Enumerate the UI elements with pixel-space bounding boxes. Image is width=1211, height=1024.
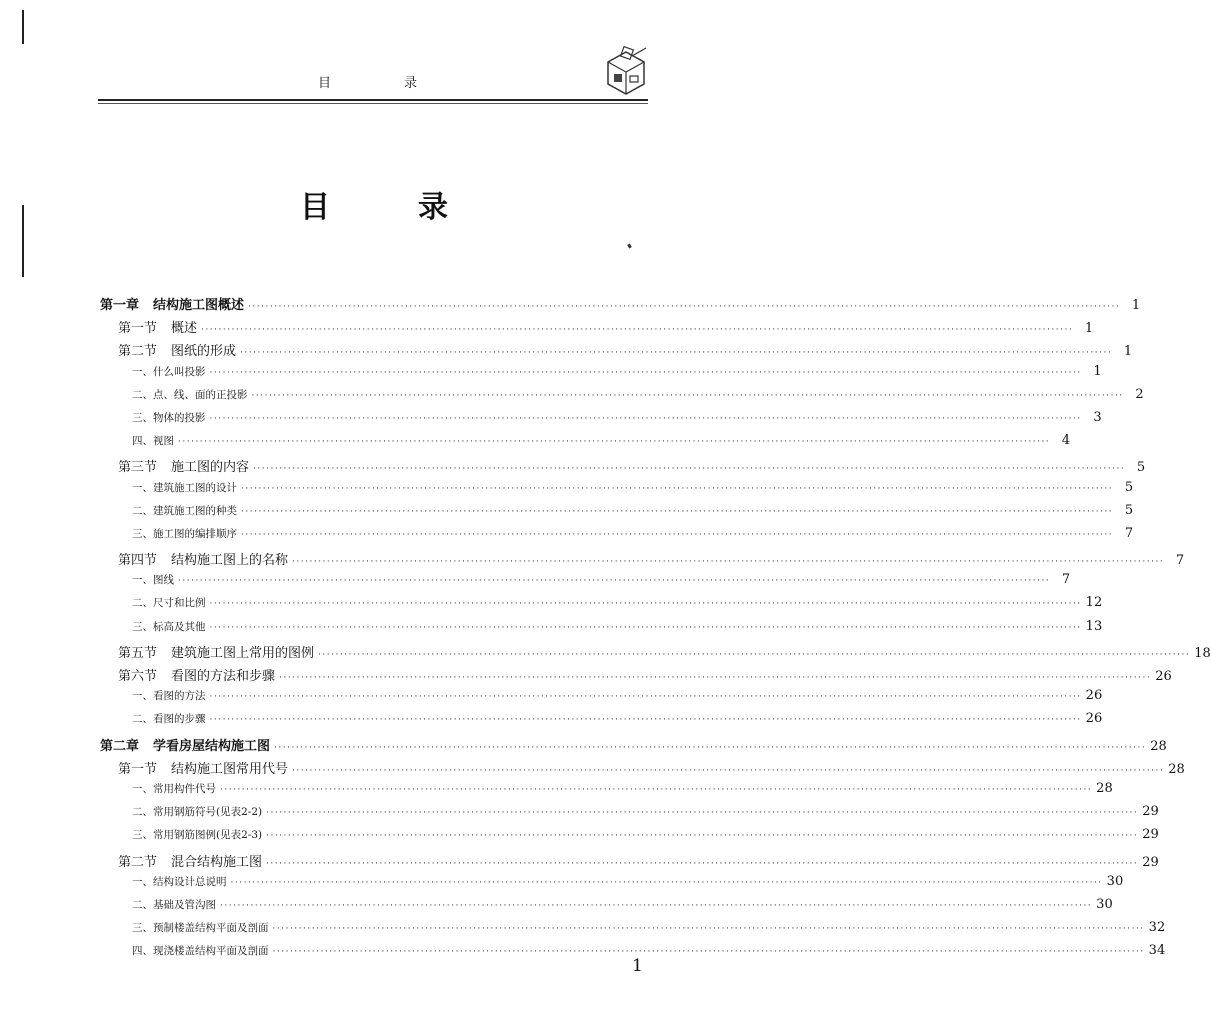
toc-entry: [100, 317, 1094, 340]
toc-entry-title: 一、看图的方法: [132, 690, 206, 703]
toc-dot-leader: ········································································································································································································: [178, 437, 1051, 448]
toc-entry-title: 二、建筑施工图的种类: [132, 504, 237, 517]
toc-entry: [100, 851, 1159, 874]
toc-entry: [100, 688, 1103, 711]
toc-entry-title: 三、施工图的编排顺序: [132, 527, 237, 540]
toc-dot-leader: ········································································································································································································: [220, 784, 1093, 795]
toc-entry: [100, 294, 1141, 317]
toc-entry: [100, 943, 1166, 966]
toc-dot-leader: ········································································································································································································: [241, 483, 1114, 494]
toc-entry-label: [132, 920, 269, 935]
toc-entry-page: 26: [1085, 711, 1103, 727]
toc-dot-leader: ········································································································································································································: [209, 692, 1082, 703]
toc-dot-leader: ········································································································································································································: [266, 808, 1139, 819]
toc-entry-title: 三、标高及其他: [132, 620, 206, 633]
toc-entry-page: 30: [1106, 873, 1124, 889]
toc-dot-leader: ········································································································································································································: [209, 622, 1082, 633]
toc-entry-title: 二、基础及管沟图: [132, 898, 216, 911]
toc-entry-page: 29: [1142, 827, 1159, 843]
toc-entry-label: [118, 758, 288, 777]
toc-entry-label: [132, 526, 237, 541]
toc-entry: [100, 642, 1211, 665]
toc-entry-label: [132, 781, 216, 796]
toc-entry-label: [118, 851, 262, 870]
table-of-contents: [100, 294, 1211, 966]
toc-entry: [100, 456, 1146, 479]
toc-entry: [100, 873, 1124, 897]
toc-entry-page: 34: [1148, 943, 1166, 959]
toc-entry-number: 第二章: [100, 738, 140, 754]
toc-entry-title: 三、预制楼盖结构平面及剖面: [132, 922, 269, 935]
toc-entry: [100, 711, 1103, 734]
page-title-char-1: 目: [300, 190, 330, 225]
toc-dot-leader: ········································································································································································································: [240, 348, 1113, 359]
toc-entry: [100, 502, 1134, 526]
toc-entry-title: 建筑施工图上常用的图例: [171, 645, 315, 661]
toc-entry-page: 1: [1093, 363, 1102, 379]
toc-entry-label: [100, 294, 244, 313]
toc-entry-page: 1: [1131, 298, 1141, 313]
toc-entry-label: [132, 410, 206, 425]
toc-entry-page: 1: [1123, 344, 1133, 360]
toc-entry-page: 29: [1142, 854, 1159, 870]
toc-entry-label: [132, 943, 269, 958]
toc-entry-page: 28: [1096, 780, 1113, 796]
toc-dot-leader: ········································································································································································································: [178, 576, 1051, 587]
toc-entry-label: [118, 665, 275, 684]
toc-entry-number: 第二节: [118, 854, 158, 870]
toc-entry: [100, 804, 1159, 827]
toc-entry-label: [132, 688, 206, 703]
toc-entry-page: 13: [1085, 618, 1103, 634]
toc-entry: [100, 525, 1134, 549]
toc-entry-label: [132, 897, 216, 912]
toc-dot-leader: ········································································································································································································: [253, 464, 1126, 475]
toc-entry: [100, 433, 1071, 456]
toc-entry-page: 5: [1124, 479, 1134, 495]
toc-dot-leader: ········································································································································································································: [272, 947, 1145, 958]
toc-entry: [100, 409, 1102, 433]
toc-entry-label: [118, 317, 197, 336]
toc-dot-leader: ········································································································································································································: [266, 831, 1139, 842]
toc-entry: [100, 363, 1102, 387]
toc-entry-label: [100, 735, 270, 754]
toc-entry-page: 2: [1135, 386, 1144, 402]
toc-entry-number: 第五节: [118, 645, 158, 661]
toc-entry-label: [132, 364, 206, 379]
toc-dot-leader: ········································································································································································································: [272, 924, 1145, 935]
toc-entry-label: [132, 804, 262, 819]
toc-entry-number: 第一节: [118, 321, 158, 337]
toc-entry-number: 第六节: [118, 669, 158, 684]
toc-dot-leader: ········································································································································································································: [266, 858, 1139, 869]
toc-entry: [100, 758, 1185, 781]
toc-dot-leader: ········································································································································································································: [209, 367, 1082, 378]
toc-dot-leader: ········································································································································································································: [241, 506, 1114, 517]
toc-entry-label: [118, 549, 288, 568]
header-rule-thin: [98, 103, 648, 104]
page-title-char-2: 录: [418, 190, 448, 225]
toc-entry-title: 一、常用构件代号: [132, 782, 216, 795]
toc-entry-title: 三、物体的投影: [132, 411, 206, 424]
toc-entry-title: 二、常用钢筋符号(见表2-2): [132, 806, 263, 819]
toc-entry-label: [132, 480, 237, 495]
toc-entry-title: 看图的方法和步骤: [171, 669, 276, 684]
toc-entry-label: [132, 503, 237, 518]
toc-entry-title: 混合结构施工图: [171, 854, 263, 870]
toc-dot-leader: ········································································································································································································: [248, 302, 1121, 312]
toc-entry-number: 第四节: [118, 553, 158, 569]
publisher-logo-icon: [602, 44, 650, 96]
toc-entry: [100, 920, 1166, 943]
toc-entry-page: 5: [1136, 460, 1146, 476]
page-number: 1: [632, 956, 643, 976]
toc-entry-title: 结构施工图上的名称: [171, 553, 289, 569]
toc-entry-page: 32: [1148, 920, 1166, 936]
toc-entry-title: 概述: [171, 321, 198, 337]
toc-entry: [100, 340, 1133, 363]
toc-entry-label: [132, 572, 174, 587]
toc-entry-title: 一、图线: [132, 574, 174, 587]
toc-entry: [100, 896, 1113, 920]
toc-entry-label: [132, 619, 206, 634]
toc-entry-label: [132, 387, 248, 402]
scan-speck: [627, 244, 632, 249]
toc-entry-title: 施工图的内容: [171, 460, 250, 476]
toc-entry-page: 5: [1124, 502, 1134, 518]
toc-entry-number: 第一章: [100, 298, 140, 313]
toc-entry-title: 四、视图: [132, 435, 174, 448]
header-rule: [98, 99, 648, 101]
toc-entry-title: 结构施工图常用代号: [171, 761, 289, 777]
scan-edge-mark-top: [22, 10, 24, 44]
toc-entry-title: 二、看图的步骤: [132, 713, 206, 726]
toc-entry-title: 结构施工图概述: [153, 298, 245, 313]
toc-entry-label: [132, 433, 174, 448]
toc-entry: [100, 595, 1103, 618]
toc-entry-title: 二、点、线、面的正投影: [132, 388, 248, 401]
toc-entry: [100, 780, 1113, 804]
toc-entry-page: 28: [1168, 761, 1185, 777]
running-header: [318, 72, 418, 91]
toc-entry-page: 7: [1061, 572, 1071, 588]
toc-entry-page: 7: [1175, 553, 1185, 569]
toc-entry-title: 三、常用钢筋图例(见表2-3): [132, 829, 263, 842]
toc-entry-label: [118, 456, 249, 475]
toc-dot-leader: ········································································································································································································: [292, 557, 1165, 568]
toc-dot-leader: ········································································································································································································: [209, 413, 1082, 424]
toc-entry-page: 12: [1085, 595, 1103, 611]
toc-dot-leader: ········································································································································································································: [220, 900, 1093, 911]
toc-entry: [100, 479, 1134, 503]
page-title: [300, 182, 448, 226]
toc-dot-leader: ········································································································································································································: [274, 742, 1147, 753]
toc-dot-leader: ········································································································································································································: [209, 599, 1082, 610]
toc-entry-page: 28: [1150, 738, 1167, 754]
toc-entry-number: 第三节: [118, 460, 158, 476]
toc-entry-label: [132, 711, 206, 726]
running-header-char-1: 目: [318, 76, 333, 91]
toc-entry-page: 4: [1061, 433, 1071, 449]
toc-entry-title: 图纸的形成: [171, 344, 237, 360]
toc-entry-page: 7: [1124, 525, 1134, 541]
toc-entry: [100, 618, 1103, 642]
toc-entry-title: 二、尺寸和比例: [132, 597, 206, 610]
toc-entry-page: 29: [1142, 804, 1159, 820]
toc-entry-title: 一、什么叫投影: [132, 365, 206, 378]
toc-entry-title: 一、结构设计总说明: [132, 875, 227, 888]
toc-dot-leader: ········································································································································································································: [209, 715, 1082, 726]
toc-entry-title: 一、建筑施工图的设计: [132, 481, 237, 494]
toc-entry-label: [118, 642, 314, 661]
toc-dot-leader: ········································································································································································································: [201, 325, 1074, 336]
toc-entry-number: 第一节: [118, 761, 158, 777]
toc-entry-label: [132, 874, 227, 889]
toc-entry-label: [132, 827, 262, 842]
toc-entry-page: 18: [1194, 645, 1211, 661]
toc-entry-label: [118, 340, 236, 359]
toc-dot-leader: ········································································································································································································: [241, 529, 1114, 540]
toc-dot-leader: ········································································································································································································: [251, 390, 1124, 401]
toc-entry-page: 26: [1085, 688, 1103, 704]
toc-entry: [100, 827, 1159, 850]
toc-entry: [100, 665, 1172, 688]
toc-entry: [100, 386, 1144, 410]
toc-entry-page: 1: [1084, 321, 1094, 337]
running-header-char-2: 录: [403, 76, 418, 91]
toc-dot-leader: ········································································································································································································: [230, 877, 1103, 888]
toc-entry-page: 26: [1155, 669, 1172, 684]
toc-dot-leader: ········································································································································································································: [318, 649, 1191, 660]
toc-entry: [100, 572, 1071, 595]
toc-entry: [100, 735, 1167, 758]
toc-entry-page: 3: [1093, 409, 1102, 425]
scan-edge-mark-middle: [22, 205, 24, 277]
toc-entry-number: 第二节: [118, 344, 158, 360]
toc-entry-title: 四、现浇楼盖结构平面及剖面: [132, 945, 269, 958]
toc-dot-leader: ········································································································································································································: [292, 765, 1165, 776]
toc-entry-title: 学看房屋结构施工图: [153, 738, 271, 754]
toc-entry-page: 30: [1096, 896, 1113, 912]
toc-entry: [100, 549, 1185, 572]
toc-entry-label: [132, 595, 206, 610]
toc-dot-leader: ········································································································································································································: [279, 673, 1152, 683]
